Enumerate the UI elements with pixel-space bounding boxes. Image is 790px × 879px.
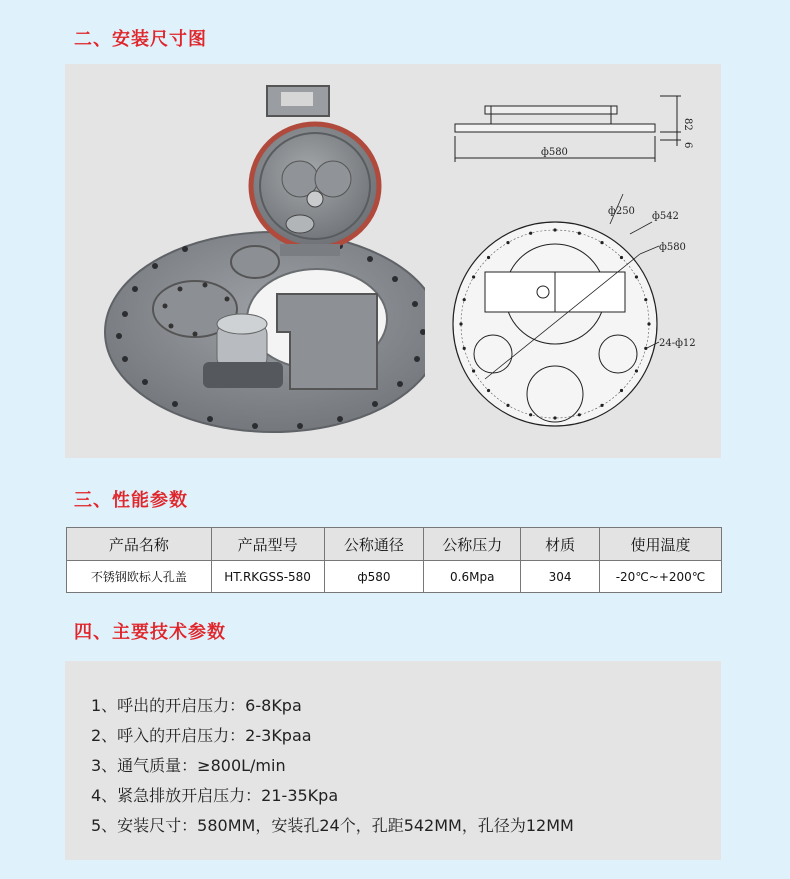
table-cell: HT.RKGSS-580 (211, 561, 324, 593)
bolt-hole (600, 241, 603, 244)
table-cell: 304 (521, 561, 600, 593)
bolt-hole (635, 369, 638, 372)
bolt-hole (553, 416, 556, 419)
bolt-hole (506, 241, 509, 244)
performance-table (66, 527, 722, 593)
bolt-hole (529, 232, 532, 235)
section-title-performance: 三、性能参数 (74, 490, 188, 511)
bolt-hole (463, 298, 466, 301)
table-cell: 0.6Mpa (424, 561, 521, 593)
tech-params-panel (65, 661, 721, 860)
bolt-hole (459, 322, 462, 325)
bolt-hole (472, 369, 475, 372)
bolt-hole (553, 228, 556, 231)
table-header: 公称压力 (424, 528, 521, 561)
table-header: 产品名称 (67, 528, 212, 561)
tech-param-item: 5、安装尺寸：580MM，安装孔24个，孔距542MM，孔径为12MM (91, 816, 574, 835)
table-cell: -20℃~+200℃ (600, 561, 722, 593)
side-view (455, 96, 681, 162)
dim-holes-24: 24-ф12 (659, 338, 696, 349)
bolt-hole (487, 256, 490, 259)
table-row (67, 561, 722, 593)
installation-figure-panel (65, 64, 721, 458)
table-cell: 不锈钢欧标人孔盖 (67, 561, 212, 593)
dim-diameter-542: ф542 (652, 211, 679, 222)
bolt-hole (506, 404, 509, 407)
technical-drawing (445, 84, 715, 444)
table-header: 公称通径 (324, 528, 424, 561)
tech-param-item: 3、通气质量：≥800L/min (91, 756, 286, 775)
tech-param-item: 2、呼入的开启压力：2-3Kpaa (91, 726, 312, 745)
bolt-hole (635, 275, 638, 278)
top-view (453, 194, 659, 426)
bolt-hole (620, 389, 623, 392)
dim-diameter-580-side: ф580 (541, 147, 568, 158)
section-title-tech: 四、主要技术参数 (74, 622, 226, 643)
bolt-hole (487, 389, 490, 392)
table-header-row (67, 528, 722, 561)
bolt-hole (578, 413, 581, 416)
table-header: 产品型号 (211, 528, 324, 561)
table-cell: ф580 (324, 561, 424, 593)
bolt-hole (578, 232, 581, 235)
table-header: 使用温度 (600, 528, 722, 561)
table-header: 材质 (521, 528, 600, 561)
bolt-hole (620, 256, 623, 259)
tech-param-item: 1、呼出的开启压力：6-8Kpa (91, 696, 302, 715)
dim-height-82: 82 (682, 118, 693, 131)
dim-diameter-580-top: ф580 (659, 242, 686, 253)
bolt-hole (463, 347, 466, 350)
dim-diameter-250: ф250 (608, 206, 635, 217)
bolt-hole (600, 404, 603, 407)
bolt-hole (644, 298, 647, 301)
bolt-hole (647, 322, 650, 325)
section-title-install: 二、安装尺寸图 (74, 29, 207, 50)
product-photo (95, 74, 425, 444)
bolt-hole (472, 275, 475, 278)
bolt-hole (529, 413, 532, 416)
tech-param-item: 4、紧急排放开启压力：21-35Kpa (91, 786, 339, 805)
dim-thickness-6: 6 (682, 142, 693, 149)
